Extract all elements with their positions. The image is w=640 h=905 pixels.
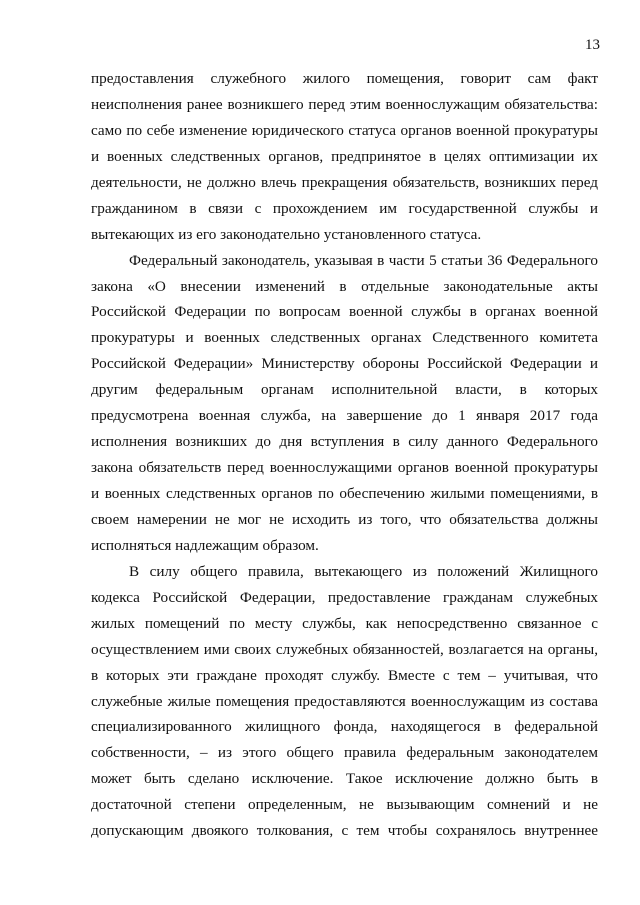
text-line: допускающим двоякого толкования, с тем чтобы сохранялось внутреннее — [91, 822, 598, 840]
text-line: деятельности, не должно влечь прекращения обязательств, возникших перед — [91, 173, 598, 191]
text-line: в которых эти граждане проходят службу. Вместе с тем – учитывая, что — [91, 666, 598, 684]
text-line: само по себе изменение юридического статуса органов военной прокуратуры — [91, 121, 598, 139]
text-line: закона обязательств перед военнослужащими органов военной прокуратуры — [91, 459, 598, 477]
text-line: предоставления служебного жилого помещения, говорит сам факт — [91, 70, 598, 87]
text-line: и военных следственных органов по обеспечению жилыми помещениями, в — [91, 485, 598, 502]
text-line: закона «О внесении изменений в отдельные законодательные акты — [91, 277, 598, 295]
text-line: жилых помещений по месту службы, как непосредственно связанное с — [91, 614, 598, 632]
text-line: может быть сделано исключение. Такое исключение должно быть в — [91, 770, 598, 788]
text-line: достаточной степени определенным, не вызывающим сомнений и не — [91, 796, 598, 814]
text-line: Российской Федерации по вопросам военной службы в органах военной — [91, 303, 598, 321]
text-line: своем намерении не мог не исходить из того, что обязательства должны — [91, 510, 598, 528]
text-line: В силу общего правила, вытекающего из положений Жилищного — [129, 562, 598, 580]
text-line: прокуратуры и военных следственных органах Следственного комитета — [91, 329, 598, 347]
text-line: осуществлением ими своих служебных обязанностей, возлагается на органы, — [91, 640, 598, 658]
text-line: неисполнения ранее возникшего перед этим военнослужащим обязательства: — [91, 95, 598, 113]
text-line: и военных следственных органов, предпринятое в целях оптимизации их — [91, 147, 598, 165]
text-line: Федеральный законодатель, указывая в части 5 статьи 36 Федерального — [129, 251, 598, 269]
text-line: собственности, – из этого общего правила федеральным законодателем — [91, 744, 598, 762]
text-line: предусмотрена военная служба, на завершение до 1 января 2017 года — [91, 407, 598, 425]
text-line: другим федеральным органам исполнительной власти, в которых — [91, 381, 598, 399]
text-line: гражданином в связи с прохождением им государственной службы и — [91, 199, 598, 217]
text-line: исполняться надлежащим образом. — [91, 536, 319, 554]
text-line: исполнения возникших до дня вступления в силу данного Федерального — [91, 433, 598, 451]
text-line: кодекса Российской Федерации, предоставление гражданам служебных — [91, 588, 598, 606]
text-line: Российской Федерации» Министерству обороны Российской Федерации и — [91, 355, 598, 373]
page-number: 13 — [585, 37, 600, 53]
text-line: специализированного жилищного фонда, находящегося в федеральной — [91, 718, 598, 736]
text-line: вытекающих из его законодательно установленного статуса. — [91, 225, 482, 243]
body-text — [91, 66, 598, 844]
text-line: служебные жилые помещения предоставляются военнослужащим из состава — [91, 692, 598, 710]
